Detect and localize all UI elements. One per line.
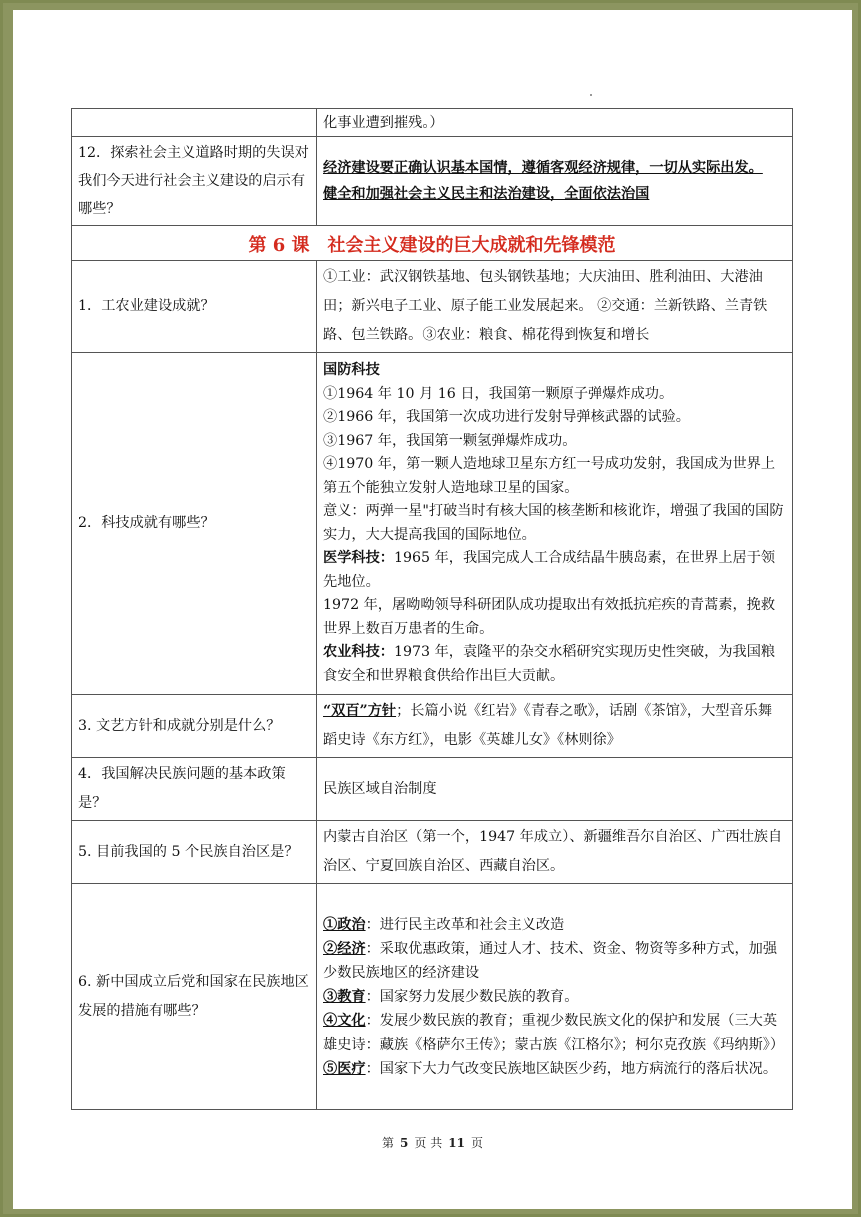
document-page [13,10,852,1209]
footer-suffix: 页 [470,1136,483,1150]
answer-line: ②1966 年，我国第一次成功进行发射导弹核武器的试验。 [323,409,690,425]
question-cell: 12．探索社会主义道路时期的失误对我们今天进行社会主义建设的启示有哪些？ [72,137,317,226]
table-row [72,821,793,884]
answer-text: ：国家下大力气改变民族地区缺医少药，地方病流行的落后状况。 [365,1060,778,1077]
answer-cell: 内蒙古自治区（第一个，1947 年成立）、新疆维吾尔自治区、广西壮族自治区、宁夏回族自治区、西藏自治区。 [317,821,793,884]
item-label: ⑤医疗 [323,1060,366,1077]
table-row [72,695,793,758]
answer-line: 意义：两弹一星"打破当时有核大国的核垄断和核讹诈，增强了我国的国防实力，大大提高我国的国际地位。 [323,503,784,543]
answer-cell [317,695,793,758]
answer-line [323,547,786,594]
answer-line [323,913,786,937]
question-cell: 2．科技成就有哪些？ [72,353,317,695]
answer-cell: ①工业：武汉钢铁基地、包头钢铁基地；大庆油田、胜利油田、大港油田；新兴电子工业、原子能工业发展起来。 ②交通：兰新铁路、兰青铁路、包兰铁路。③农业：粮食、棉花得到恢复和增长 [317,261,793,353]
answer-line [323,1009,786,1057]
table-row [72,758,793,821]
item-label: ②经济 [323,940,366,957]
page-number: 5 [400,1136,409,1150]
answer-line: 经济建设要正确认识基本国情，遵循客观经济规律，一切从实际出发。 [323,160,763,176]
answer-text: ：国家努力发展少数民族的教育。 [365,988,579,1005]
qa-table [71,108,793,1110]
answer-cell: 民族区域自治制度 [317,758,793,821]
section-heading: 医学科技： [323,550,394,566]
answer-line: 1972 年，屠呦呦领导科研团队成功提取出有效抵抗疟疾的青蒿素，挽救世界上数百万患者的生命。 [323,597,776,637]
question-cell: 4．我国解决民族问题的基本政策是？ [72,758,317,821]
answer-text: ；长篇小说《红岩》《青春之歌》，话剧《茶馆》，大型音乐舞蹈史诗《东方红》，电影《英雄儿女》《林则徐》 [323,703,773,748]
footer-prefix: 第 [382,1136,395,1150]
question-cell: 3. 文艺方针和成就分别是什么？ [72,695,317,758]
table-row [72,884,793,1110]
item-label: ①政治 [323,916,366,933]
answer-text: 1973 年，袁隆平的杂交水稻研究实现历史性突破，为我国粮食安全和世界粮食供给作出巨大贡献。 [323,644,776,684]
table-row [72,353,793,695]
question-cell: 5. 目前我国的 5 个民族自治区是？ [72,821,317,884]
question-cell [72,109,317,137]
answer-text: ：进行民主改革和社会主义改造 [365,916,565,933]
answer-line [323,641,786,688]
answer-text: ：采取优惠政策，通过人才、技术、资金、物资等多种方式，加强少数民族地区的经济建设 [323,940,778,981]
answer-cell: 化事业遭到摧残。） [317,109,793,137]
item-label: ④文化 [323,1012,366,1029]
answer-line [323,937,786,985]
item-label: ③教育 [323,988,366,1005]
section-heading: 国防科技 [323,362,380,378]
scan-speck [590,94,592,96]
answer-line: ①1964 年 10 月 16 日，我国第一颗原子弹爆炸成功。 [323,385,674,402]
lesson-title: 第 6 课 社会主义建设的巨大成就和先锋模范 [72,226,793,261]
lesson-row [72,226,793,261]
answer-text: ：发展少数民族的教育；重视少数民族文化的保护和发展（三大英雄史诗：藏族《格萨尔王传》；蒙古族《江格尔》；柯尔克孜族《玛纳斯》） [323,1012,785,1053]
section-heading: 农业科技： [323,644,394,660]
page-footer [13,1134,852,1151]
footer-mid: 页 共 [414,1136,443,1150]
answer-cell [317,884,793,1110]
table-row [72,137,793,226]
answer-line: ③1967 年，我国第一颗氢弹爆炸成功。 [323,432,577,449]
policy-label: “双百”方针 [323,703,397,719]
answer-line [323,985,786,1009]
answer-cell [317,353,793,695]
table-row [72,261,793,353]
question-cell: 1．工农业建设成就？ [72,261,317,353]
answer-line [323,1057,786,1081]
answer-text: 1965 年，我国完成人工合成结晶牛胰岛素，在世界上居于领先地位。 [323,550,776,590]
question-cell: 6. 新中国成立后党和国家在民族地区发展的措施有哪些？ [72,884,317,1110]
answer-line: 健全和加强社会主义民主和法治建设，全面依法治国 [323,186,650,202]
answer-cell [317,137,793,226]
table-row [72,109,793,137]
page-total: 11 [448,1136,465,1150]
answer-line: ④1970 年，第一颗人造地球卫星东方红一号成功发射，我国成为世界上第五个能独立发射人造地球卫星的国家。 [323,456,776,496]
